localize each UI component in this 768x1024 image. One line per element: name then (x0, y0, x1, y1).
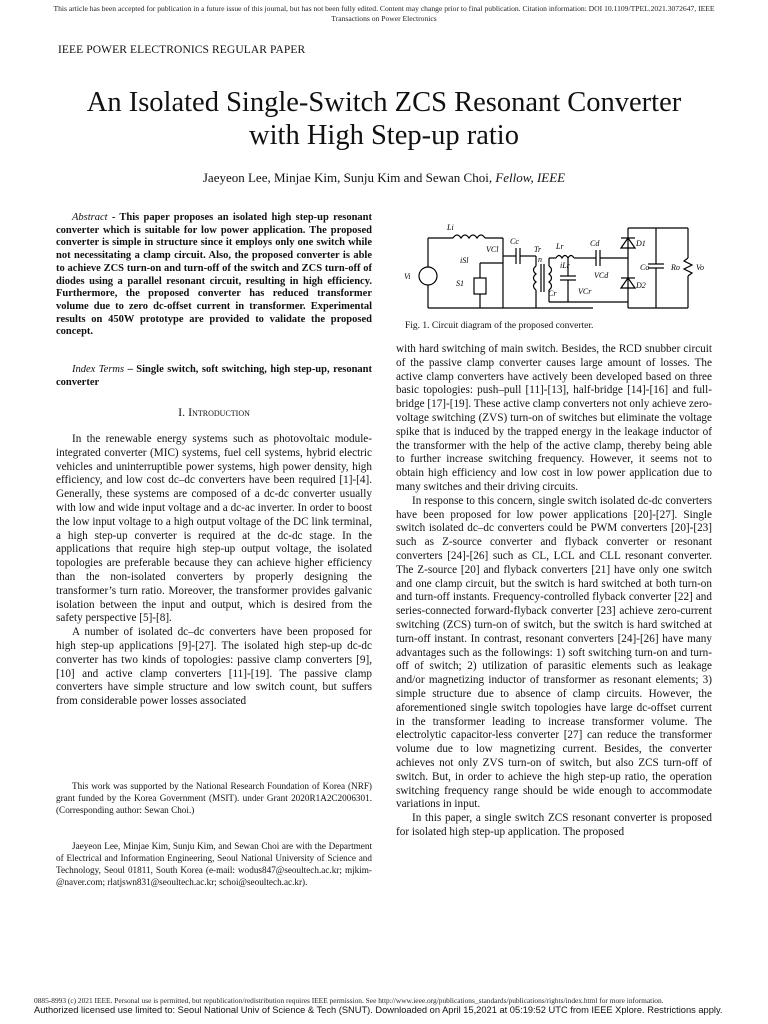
index-terms (56, 364, 372, 389)
label-s1: S1 (456, 279, 464, 288)
paper-title-line2: with High Step-up ratio (249, 120, 519, 151)
introduction-body (56, 433, 372, 709)
copyright-notice: 0885-8993 (c) 2021 IEEE. Personal use is permitted, but republication/redistribution requires IEEE permission. See http://www.ieee.org/publications_standards/publications/rights/index.html for more information. (34, 996, 664, 1005)
resonant-inductor-icon (556, 256, 574, 259)
label-vcd: VCd (594, 271, 609, 280)
main-switch-icon (474, 278, 486, 294)
right-paragraph-2: In response to this concern, single switch isolated dc-dc converters have been proposed for low power applications [20]-[27]. Single switch isolated dc–dc converters could be PWM converters [20]-[23] such as Z-source converter and flyback converter or resonant converters [24]-[26] such as CL, LCL and CLL resonant converter. The Z-source [20] and flyback converters [21] have only one switch and one clamp circuit, but the switch is hard switched at both turn-on and turn-off instants. Frequency-controlled flyback converter [22] and series-connected forward-flyback converter [23] achieve zero-current switching (ZCS) turn-on of switch, but the switch is hard switched at turn-off instant. In contrast, resonant converters [24]-[26] have many advantages such as the followings: 1) soft switching turn-on and turn-off of switch; 2) utilization of parasitic elements such as leakage and/or magnetizing inductor of transformer as resonant elements; 3) simple structure due to absence of clamp circuits. However, the aforementioned single switch topologies have large dc-offset current in the transformer leading to increase transformer volume. The electrolytic capacitor-less converter [27] can reduce the transformer volume due to low magnetizing current. Besides, the converter achieves not only ZVS turn-on of switch, but also ZCS turn-off of switch. But, in order to achieve the high step-up ratio, the operation switching frequency range should be wide enough to accommodate variations in input. (396, 494, 712, 811)
journal-notice-line1: This article has been accepted for publication in a future issue of this journal, but has not been fully edited. Content may change prior to final publication. Citation information: DOI 10.1109/TPEL.2021.3072647, IEEE (53, 4, 715, 13)
affiliation-footnote (56, 840, 372, 888)
label-d2: D2 (636, 281, 646, 290)
label-cc: Cc (510, 237, 519, 246)
license-notice: Authorized licensed use limited to: Seoul National Univ of Science & Tech (SNUT). Downloaded on April 15,2021 at 05:19:52 UTC from IEEE Xplore. Restrictions apply. (34, 1005, 723, 1015)
label-co: Co (640, 263, 650, 272)
author-list (40, 170, 728, 186)
abstract-label: Abstract (72, 212, 108, 223)
label-vcl: VCl (486, 245, 499, 254)
intro-paragraph-1: In the renewable energy systems such as photovoltaic module-integrated converter (MIC) systems, fuel cell systems, hybrid electric vehicles and uninterruptible power systems, high power density, high efficiency, and low cost dc–dc converters have been required [1]-[4]. Generally, these systems are composed of a dc-dc converter usually with low and wide input voltage and a dc-ac inverter. In order to boost the low input voltage to a high output voltage of the DC link terminal, a high step-up converter is required at the dc-dc stage. In the applications that require high step-up output voltage, the isolated topologies are preferable because they can achieve higher efficiency than the non-isolated converters by properly designing the transformer’s turn ratio. Moreover, the transformer provides galvanic isolation between the input and output, which is desired from the safety perspective [5]-[8]. (56, 433, 372, 625)
right-paragraph-1: with hard switching of main switch. Besides, the RCD snubber circuit of the passive clamp converter causes large amount of losses. The active clamp converters have actively been developed based on three basic topologies: push–pull [11]-[13], half-bridge [14]-[16] and full-bridge [17]-[19]. These active clamp converters not only achieve zero-voltage switching (ZVS) turn-on of switches but eliminate the voltage spike that is induced by the trapped energy in the leakage inductor of the transformer with the help of the active clamp, thereby being able to further increase switching frequency. However, it seems not to obtain high efficiency and low cost in low power application due to many switches and their driving circuits. (396, 343, 713, 493)
funding-footnote (56, 780, 372, 816)
section-title: Introduction (188, 405, 250, 419)
transformer-secondary-icon (549, 266, 552, 290)
input-inductor-icon (453, 235, 485, 238)
index-terms-text: – Single switch, soft switching, high step-up, resonant converter (56, 364, 372, 388)
label-lr: Lr (556, 242, 564, 251)
running-head: IEEE POWER ELECTRONICS REGULAR PAPER (58, 44, 306, 56)
label-ro: Ro (671, 263, 680, 272)
label-isl: iSl (460, 256, 469, 265)
label-cd: Cd (590, 239, 600, 248)
abstract (56, 212, 372, 339)
paper-title-line1: An Isolated Single-Switch ZCS Resonant Converter (86, 87, 682, 118)
figure-caption: Fig. 1. Circuit diagram of the proposed converter. (405, 321, 594, 331)
label-n: n (538, 255, 542, 264)
right-paragraph-3: In this paper, a single switch ZCS resonant converter is proposed for isolated high step-up application. The proposed (396, 812, 712, 838)
section-heading (56, 406, 372, 420)
label-d1: D1 (636, 239, 646, 248)
load-resistor-icon (684, 258, 692, 276)
journal-notice-line2: Transactions on Power Electronics (331, 14, 437, 23)
label-ilr: iLr (560, 261, 570, 270)
author-names: Jaeyeon Lee, Minjae Kim, Sunju Kim and Sewan Choi, (202, 170, 493, 185)
label-cr: Cr (548, 289, 557, 298)
journal-notice (20, 4, 748, 24)
funding-text: This work was supported by the National Research Foundation of Korea (NRF) grant funded by the Korea Government (MSIT). under Grant 2020R1A2C2006301. (Corresponding author: Sewan Choi.) (56, 781, 372, 815)
circuit-diagram (398, 218, 712, 318)
right-column-body (396, 343, 712, 840)
label-tr: Tr (534, 245, 542, 254)
author-suffix: Fellow, IEEE (495, 170, 566, 185)
label-vo: Vo (696, 263, 704, 272)
transformer-primary-icon (534, 266, 537, 290)
input-voltage-source-icon (419, 267, 437, 285)
abstract-text: - This paper proposes an isolated high step-up resonant converter which is suitable for low power application. The proposed converter is simple in structure since it employs only one switch while not necessitating a clamp circuit. Also, the proposed converter is able to achieve ZCS turn-on and turn-off of the switch and ZCS turn-off of diodes using a parallel resonant circuit, resulting in high efficiency. Furthermore, the proposed converter has reduced transformer volume due to zero dc-offset current in transformer. Experimental results on 450W prototype are provided to validate the proposed concept. (56, 212, 372, 338)
label-vcr: VCr (578, 287, 592, 296)
intro-paragraph-2: A number of isolated dc–dc converters have been proposed for high step-up applications [9]-[27]. The isolated high step-up dc-dc converter has two kinds of topologies: passive clamp converters [9], [10] and active clamp converters [11]-[19]. The passive clamp converters have simple structure and low switch count, but suffers from considerable power losses associated (56, 626, 372, 708)
index-terms-label: Index Terms (72, 364, 125, 375)
paper-title (40, 86, 728, 152)
section-number: I. (178, 405, 186, 419)
label-li: Li (447, 223, 454, 232)
affiliation-text: Jaeyeon Lee, Minjae Kim, Sunju Kim, and Sewan Choi are with the Department of Electrical and Information Engineering, Seoul National University of Science and Technology, Seoul 01811, South Korea (e-mail: wodus847@seoultech.ac.kr; mjkim-@naver.com; rlatjswn831@seoultech.ac.kr; schoi@seoultech.ac.kr). (56, 841, 372, 887)
label-vi: Vi (404, 272, 411, 281)
